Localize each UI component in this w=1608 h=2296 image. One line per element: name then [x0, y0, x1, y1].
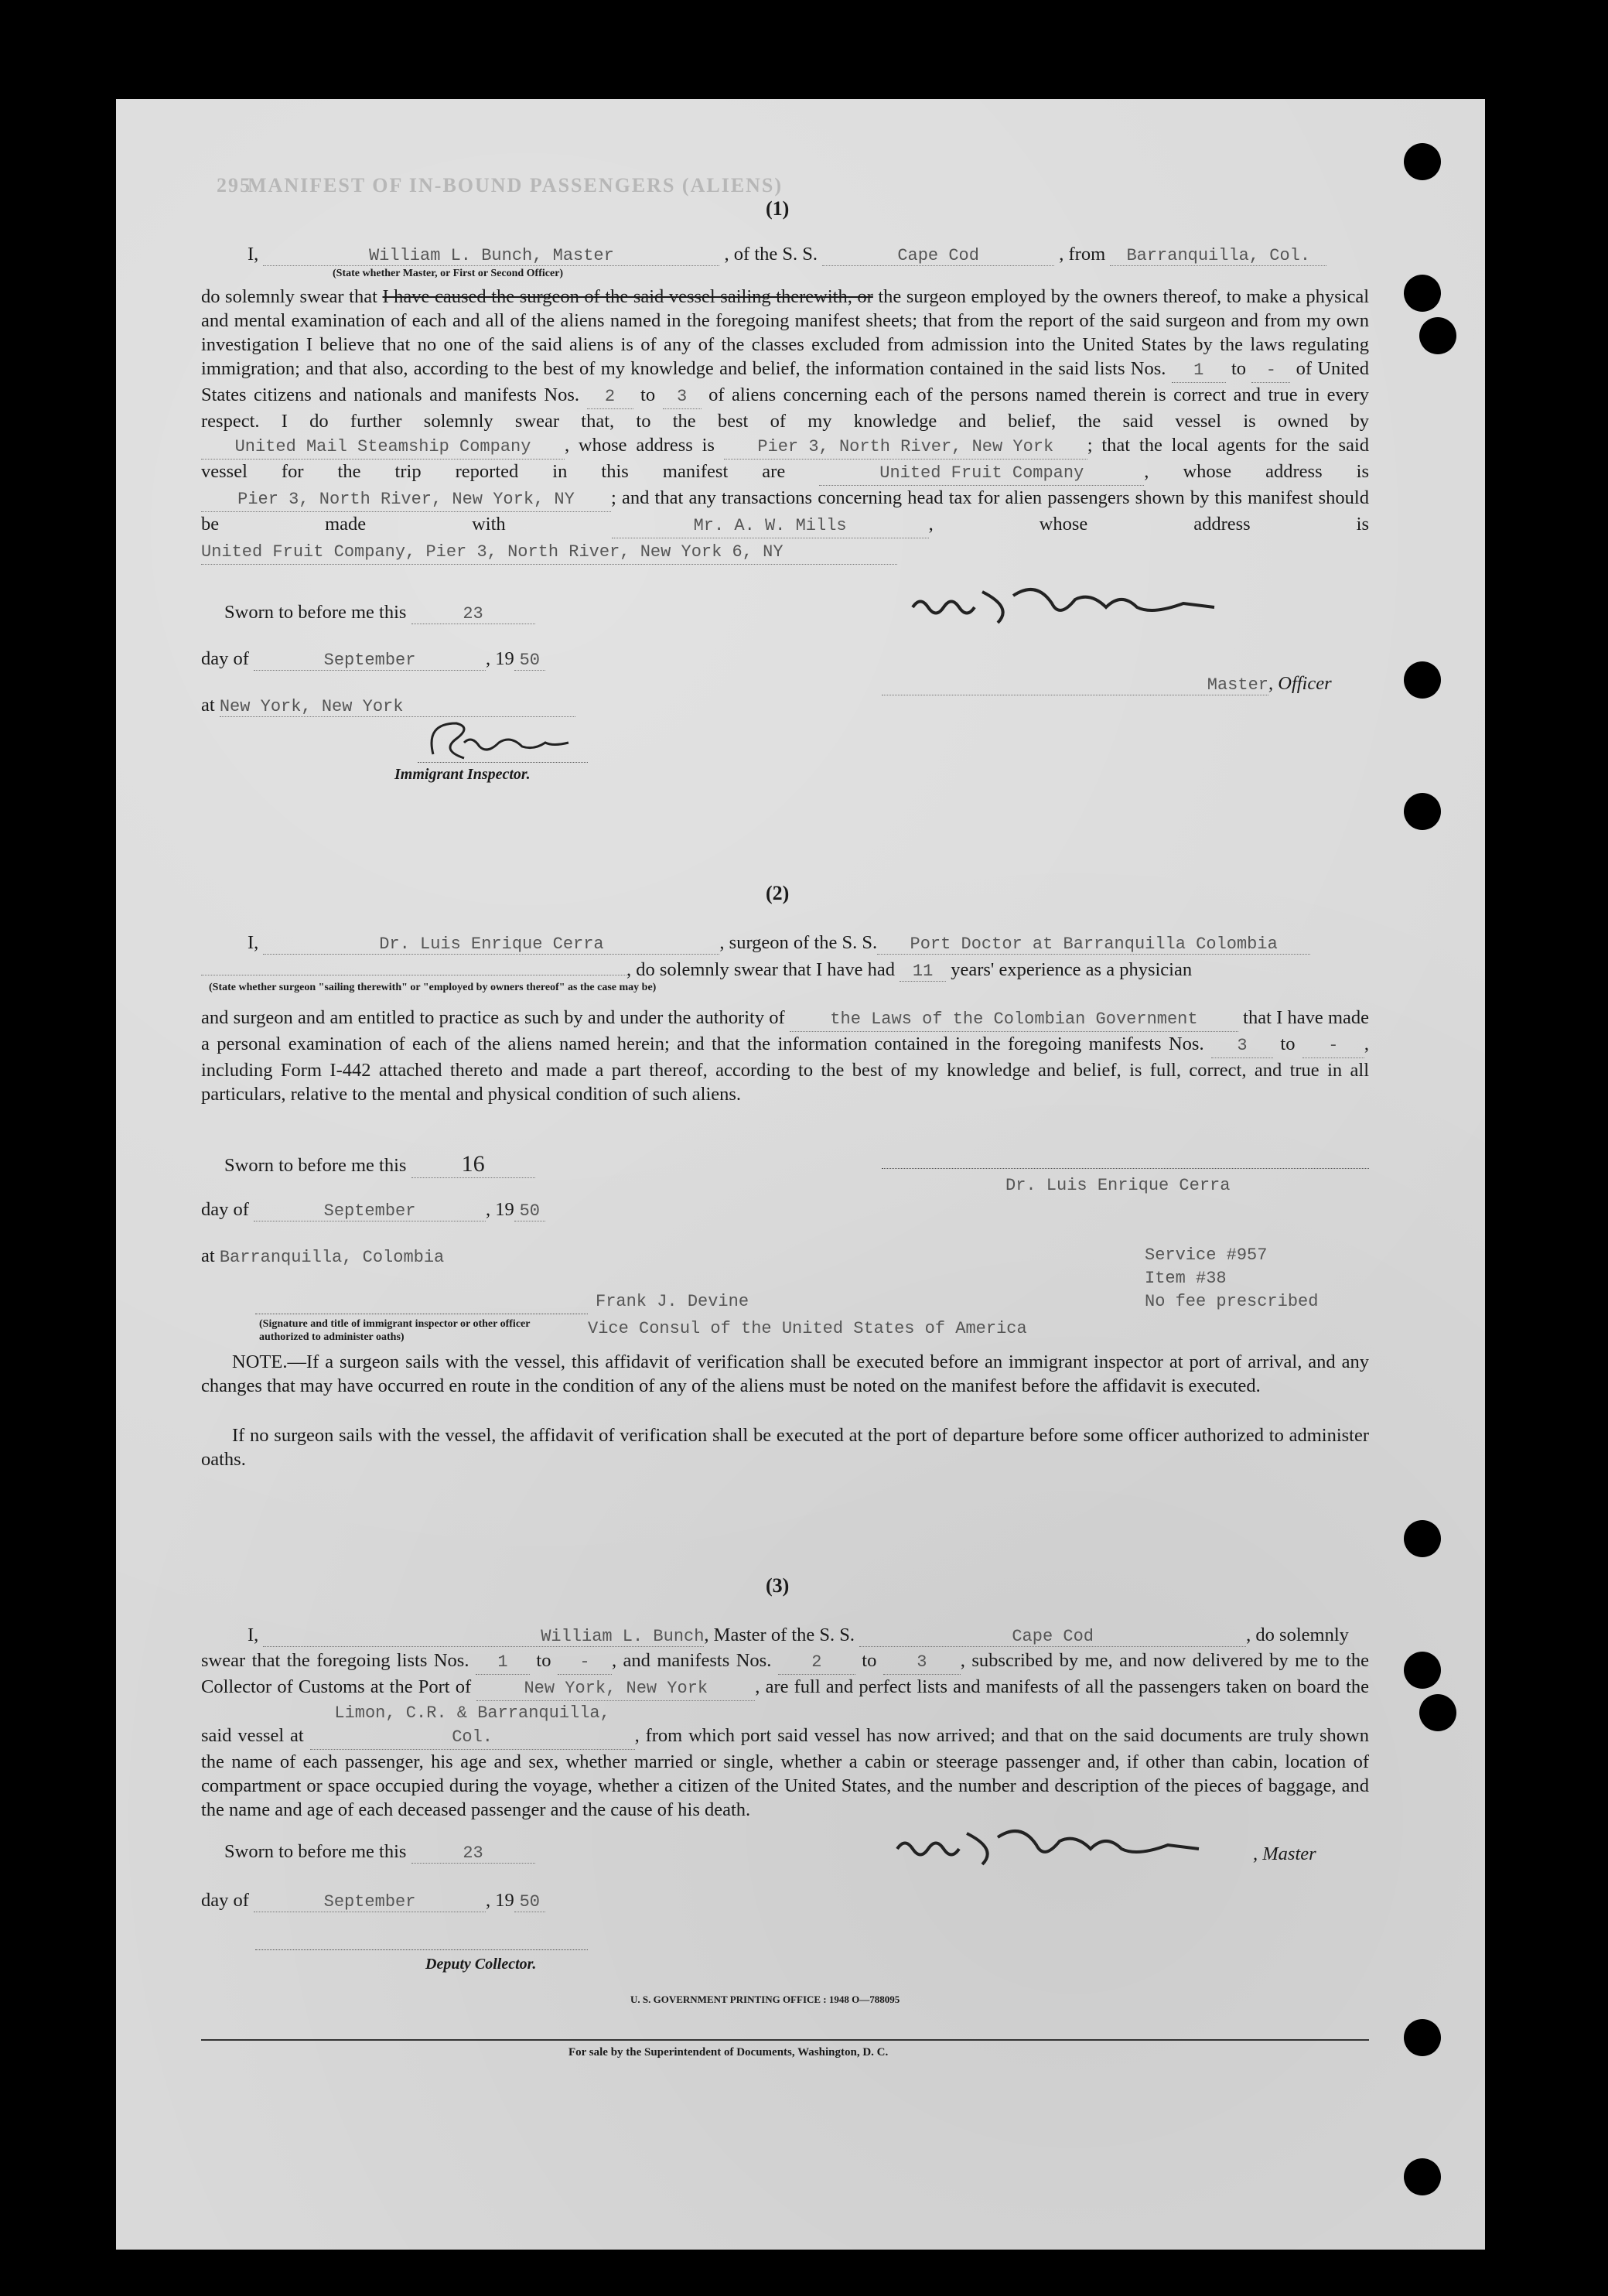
body-text-2: , subscribed by me, and now delivered by me to the Collector of Customs at the Port of — [201, 1650, 1370, 1697]
section-2-line-1 — [248, 932, 1310, 955]
officer-label: , Officer — [1268, 673, 1332, 694]
section-3-number: (3) — [766, 1574, 790, 1597]
faded-header-title: MANIFEST OF IN-BOUND PASSENGERS (ALIENS) — [248, 174, 784, 196]
master-label-line — [1253, 1843, 1316, 1865]
master-signature — [905, 576, 1292, 630]
of-ss-label: , of the S. S. — [724, 244, 818, 265]
body-text-4: , from which port said vessel has now arrived; and that on the said documents are truly shown the name of each passenger, his age and sex, whether married or single, whether a cabin or steerage passenger and, if other than cabin, location of compartment or space occupied during the voyage, whether a citizen of the United States, and the number and description of the pieces of baggage, and the name and age of each deceased passenger and the cause of his death. — [201, 1725, 1369, 1820]
surgeon-note: (State whether surgeon "sailing therewith" or "employed by owners thereof" as the case may be) — [209, 982, 657, 993]
vessel-field: Cape Cod — [822, 246, 1054, 266]
punch-hole — [1419, 1694, 1456, 1731]
contact-address-label: , whose address is — [928, 514, 1369, 535]
i-label: I, — [248, 244, 259, 265]
section-1-place — [201, 695, 575, 717]
owner-field: United Mail Steamship Company — [201, 435, 565, 460]
collector-label: Deputy Collector. — [425, 1956, 537, 1973]
manifests-to-field: 3 — [883, 1650, 961, 1675]
year-prefix: , 19 — [486, 1199, 514, 1220]
master-signature-2 — [889, 1818, 1276, 1872]
year-prefix: , 19 — [486, 1890, 514, 1911]
section-1-body: do solemnly swear that I have caused the surgeon of the said vessel sailing therewith, or the surgeon employed by the owners thereof, to make a physical and mental examination of each and all of the aliens named in the foregoing manifest sheets; that from the report of the said surgeon and from my own investigation I believe that no one of the said aliens is of any of the classes excluded from admission into the United States by the laws regulating immigration; and that also, according to the best of my knowledge and belief, the information contained in the said lists Nos. 1 to - of United States citizens and nationals and manifests Nos. 2 to 3 of aliens concerning each of the persons named therein is correct and true in every respect. I do further solemnly swear that, to the best of my knowledge and belief, the said vessel is owned by United Mail Steamship Company , whose address is Pier 3, North River, New York ; that the local agents for the said vessel for the trip reported in this manifest are United Fruit Company , whose address is Pier 3, North River, New York, NY ; and that any transactions concerning head tax for alien passengers shown by this manifest should be made with Mr. A. W. Mills , whose address is United Fruit Company, Pier 3, North River, New York 6, NY — [201, 285, 1369, 565]
lists-to-field: - — [1251, 358, 1290, 383]
punch-hole — [1419, 317, 1456, 354]
body-text-3: , are full and perfect lists and manifests of all the passengers taken on board the said vessel at — [201, 1676, 1370, 1746]
inspector-signature-line — [418, 762, 588, 763]
year-field: 50 — [514, 651, 545, 671]
owner-address-field: Pier 3, North River, New York — [724, 435, 1087, 460]
punch-hole — [1404, 793, 1441, 830]
master-name-field: William L. Bunch, Master — [263, 246, 719, 266]
body-text-3: of aliens concerning each of the persons named therein is correct and true in every respect. I do further solemnly swear that, to the best of my knowledge and belief, the said vessel is owned by — [201, 384, 1370, 432]
punch-hole — [1404, 2158, 1441, 2195]
consul-name: Frank J. Devine — [596, 1292, 749, 1311]
year-prefix: , 19 — [486, 648, 514, 669]
surgeon-signature-line — [882, 1168, 1369, 1169]
officer-note: (State whether Master, or First or Second Officer) — [333, 268, 564, 279]
punch-hole — [1404, 275, 1441, 312]
authority-field: the Laws of the Colombian Government — [790, 1007, 1238, 1032]
struck-text: I have caused the surgeon of the said vessel sailing therewith, or — [382, 286, 873, 307]
sworn-day-field: 23 — [411, 604, 535, 624]
sworn-day-field: 16 — [411, 1151, 535, 1178]
port-field: New York, New York — [476, 1676, 755, 1701]
section-2-date — [201, 1199, 545, 1221]
owner-address-label: , whose address is — [565, 435, 715, 456]
section-2-line-2 — [201, 959, 1192, 982]
master-title-field: Master — [882, 675, 1268, 695]
day-of-label: day of — [201, 1890, 249, 1911]
ports-from-field: Limon, C.R. & Barranquilla, Col. — [310, 1701, 635, 1750]
month-field: September — [254, 1201, 486, 1221]
contact-field: Mr. A. W. Mills — [612, 514, 929, 538]
contact-address-field: United Fruit Company, Pier 3, North River, New York 6, NY — [201, 540, 897, 565]
to-label: to — [862, 1650, 877, 1671]
consul-title: Vice Consul of the United States of America — [588, 1319, 1027, 1338]
section-3-sworn — [224, 1841, 535, 1864]
swear-suffix: the surgeon employed by the — [878, 286, 1098, 307]
note-2: If no surgeon sails with the vessel, the affidavit of verification shall be executed at the port of departure before some officer authorized to administer oaths. — [201, 1425, 1369, 1470]
agents-field: United Fruit Company — [819, 461, 1144, 486]
at-label: at — [201, 695, 215, 716]
surgeon-of-label: , surgeon of the S. S. — [719, 932, 878, 953]
place-field: New York, New York — [220, 697, 575, 717]
agents-address-label: whose address is — [1183, 461, 1370, 482]
punch-hole — [1404, 661, 1441, 699]
place-field: Barranquilla, Colombia — [219, 1248, 445, 1267]
agents-address-field: Pier 3, North River, New York, NY — [201, 487, 611, 512]
section-1-date — [201, 648, 545, 671]
body-text-1: owners thereof, to make a physical and mental examination of each and all of the aliens named in the foregoing manifest sheets; that from the report of the said surgeon and from my own investigation I believe that no one of the said aliens is of any of the classes excluded from admission into the United States by the laws regulating immigration; and that also, according to the best of my knowledge and belief, the information contained in the said lists Nos. — [201, 286, 1369, 379]
master-name-field: William L. Bunch — [263, 1627, 704, 1647]
manifests-to-field: 3 — [663, 384, 702, 409]
year-field: 50 — [514, 1201, 545, 1221]
vessel-field: Cape Cod — [859, 1627, 1246, 1647]
lists-to-field: - — [558, 1650, 612, 1675]
manifests-from-field: 3 — [1211, 1034, 1273, 1058]
fee-note: No fee prescribed — [1145, 1292, 1319, 1311]
to-label: to — [1280, 1034, 1296, 1054]
section-2-number: (2) — [766, 882, 790, 904]
master-title-line — [882, 673, 1332, 695]
surgeon-name-field: Dr. Luis Enrique Cerra — [263, 934, 719, 955]
punch-hole — [1404, 143, 1441, 180]
i-label: I, — [248, 1625, 259, 1645]
printing-office-note: U. S. GOVERNMENT PRINTING OFFICE : 1948 O—788095 — [630, 1994, 900, 2005]
experience-label: years' experience as a physician — [951, 959, 1193, 980]
manifests-to-field: - — [1302, 1034, 1364, 1058]
body-text-1: swear that the foregoing lists Nos. — [201, 1650, 469, 1671]
section-1-sworn — [224, 602, 535, 624]
manifests-label: , and manifests Nos. — [611, 1650, 772, 1671]
item-number: Item #38 — [1145, 1269, 1227, 1288]
day-of-label: day of — [201, 1199, 249, 1220]
from-label: , from — [1059, 244, 1106, 265]
lists-from-field: 1 — [1172, 358, 1226, 383]
body-text-2: of United States citizens and nationals and manifests Nos. — [201, 358, 1370, 405]
swear-prefix: do solemnly swear that — [201, 286, 377, 307]
body-text-1: and surgeon and am entitled to practice as such by and under the authority of — [201, 1007, 785, 1028]
punch-hole — [1404, 1652, 1441, 1689]
body-text-3: , including Form I-442 attached thereto and made a part thereof, according to the best of my knowledge and belief, is full, correct, and true in all particulars, relative to the mental and physical condition of such aliens. — [201, 1034, 1370, 1105]
master-of-label: , Master of the S. S. — [704, 1625, 855, 1645]
body-text-2: that I have made a personal examination of each of the aliens named herein; and that the information contained in the foregoing manifests Nos. — [201, 1007, 1370, 1054]
section-1-line-1 — [248, 244, 1326, 266]
body-text-4: ; that the local agents for the said vessel for the trip reported in this manifest are — [201, 435, 1370, 482]
inspector-label: Immigrant Inspector. — [394, 766, 531, 783]
section-1-number: (1) — [766, 197, 790, 220]
sworn-label: Sworn to before me this — [224, 1841, 407, 1862]
section-3-body — [201, 1649, 1369, 1822]
section-2-place — [201, 1245, 575, 1267]
section-2-sworn — [224, 1151, 535, 1178]
note-1: NOTE.—If a surgeon sails with the vessel, this affidavit of verification shall be executed before an immigrant inspector at port of arrival, and any changes that may have occurred en route in the condition of any of the aliens must be noted on the manifest before the affidavit is executed. — [201, 1351, 1369, 1396]
sig-note: (Signature and title of immigrant inspector or other officer authorized to administer oaths) — [259, 1318, 531, 1343]
surgeon-signer: Dr. Luis Enrique Cerra — [1005, 1176, 1231, 1195]
collector-signature-line — [255, 1949, 588, 1950]
section-2-body — [201, 1006, 1369, 1106]
punch-hole — [1404, 1520, 1441, 1557]
to-label: to — [536, 1650, 551, 1671]
i-label: I, — [248, 932, 259, 953]
footer-rule — [201, 2039, 1369, 2041]
years-field: 11 — [900, 962, 946, 982]
faded-header-number: 295 — [217, 174, 251, 196]
swear-label: , do solemnly swear that I have had — [626, 959, 895, 980]
swear-label: , do solemnly — [1246, 1625, 1349, 1645]
at-label: at — [201, 1245, 215, 1266]
section-3-date — [201, 1890, 545, 1912]
sale-note: For sale by the Superintendent of Documents, Washington, D. C. — [568, 2046, 889, 2059]
surgeon-role-field: Port Doctor at Barranquilla Colombia — [877, 934, 1310, 955]
service-number: Service #957 — [1145, 1245, 1268, 1265]
month-field: September — [254, 1892, 486, 1912]
lists-from-field: 1 — [476, 1650, 530, 1675]
month-field: September — [254, 651, 486, 671]
manifests-from-field: 2 — [587, 384, 633, 409]
master-label: , Master — [1253, 1843, 1316, 1864]
punch-hole — [1404, 2019, 1441, 2056]
sworn-label: Sworn to before me this — [224, 1155, 407, 1176]
year-field: 50 — [514, 1892, 545, 1912]
sworn-label: Sworn to before me this — [224, 602, 407, 623]
port-from-field: Barranquilla, Col. — [1110, 246, 1326, 266]
to-label: to — [1231, 358, 1247, 379]
day-of-label: day of — [201, 648, 249, 669]
to-label: to — [640, 384, 656, 405]
sworn-day-field: 23 — [411, 1843, 535, 1864]
body-text-5: ; and that any transactions concerning head tax for alien passengers shown by this manifest should be made with — [201, 487, 1369, 535]
manifests-from-field: 2 — [778, 1650, 855, 1675]
section-3-line-1 — [248, 1625, 1349, 1647]
